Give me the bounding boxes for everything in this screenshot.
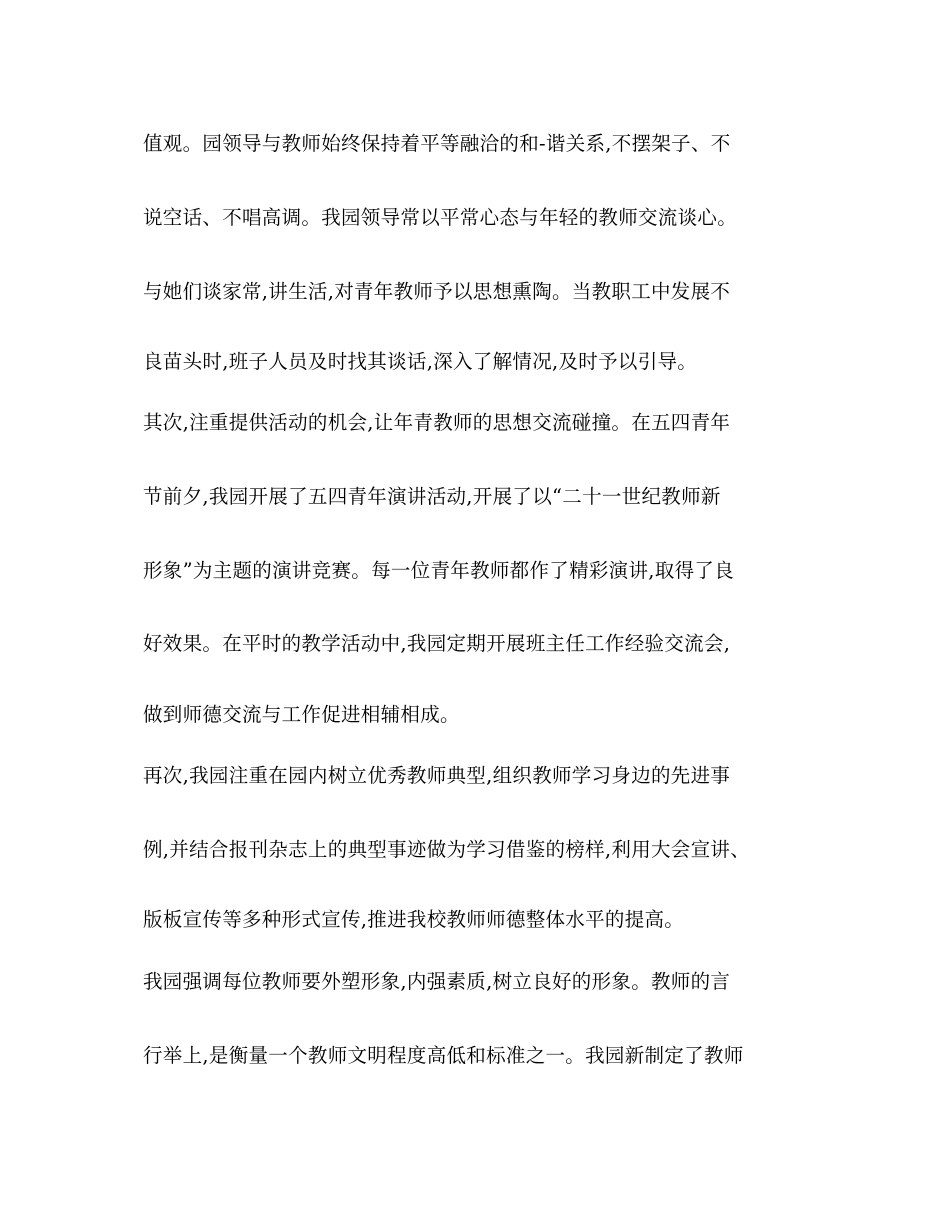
text-line: 形象”为主题的演讲竞赛。每一位青年教师都作了精彩演讲,取得了良	[143, 559, 734, 582]
text-line: 良苗头时,班子人员及时找其谈话,深入了解情况,及时予以引导。	[143, 350, 698, 373]
text-line: 说空话、不唱高调。我园领导常以平常心态与年轻的教师交流谈心。	[143, 206, 738, 229]
text-line: 与她们谈家常,讲生活,对青年教师予以思想熏陶。当教职工中发展不	[143, 280, 731, 303]
text-line: 我园强调每位教师要外塑形象,内强素质,树立良好的形象。教师的言	[143, 970, 731, 993]
text-line: 节前夕,我园开展了五四青年演讲活动,开展了以“二十一世纪教师新	[143, 485, 721, 508]
text-line: 版板宣传等多种形式宣传,推进我校教师师德整体水平的提高。	[143, 908, 685, 931]
text-line: 其次,注重提供活动的机会,让年青教师的思想交流碰撞。在五四青年	[143, 411, 731, 434]
text-line: 行举上,是衡量一个教师文明程度高低和标准之一。我园新制定了教师	[143, 1044, 744, 1067]
text-line: 做到师德交流与工作促进相辅相成。	[143, 703, 460, 726]
text-line: 例,并结合报刊杂志上的典型事迹做为学习借鉴的榜样,利用大会宣讲、	[143, 838, 750, 861]
text-line: 再次,我园注重在园内树立优秀教师典型,组织教师学习身边的先进事	[143, 764, 731, 787]
text-line: 好效果。在平时的教学活动中,我园定期开展班主任工作经验交流会,	[143, 632, 731, 655]
text-line: 值观。园领导与教师始终保持着平等融洽的和-谐关系,不摆架子、不	[143, 132, 731, 155]
